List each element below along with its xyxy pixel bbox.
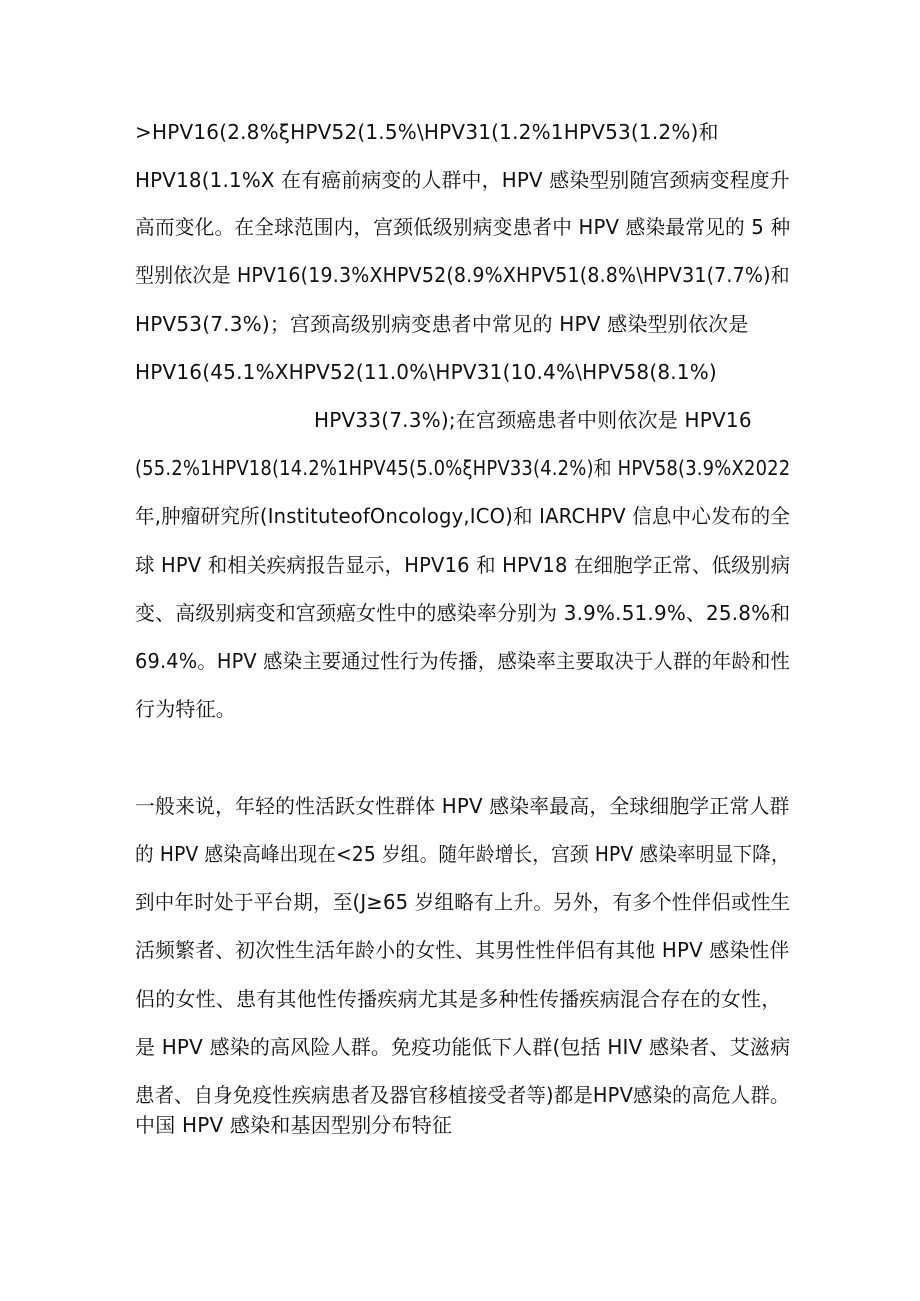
paragraph-2-line-6: 是 HPV 感染的高风险人群。免疫功能低下人群(包括 HIV 感染者、艾滋病 [135,1035,791,1059]
paragraph-1-line-1: >HPV16(2.8%ξHPV52(1.5%\HPV31(1.2%1HPV53(1.2%)和 [135,120,719,144]
paragraph-1-line-9: 年,肿瘤研究所(InstituteofOncology,ICO)和 IARCHPV 信息中心发布的全 [135,504,791,528]
paragraph-1-line-13: 行为特征。 [135,697,236,721]
paragraph-1-line-4: 型别依次是 HPV16(19.3%XHPV52(8.9%XHPV51(8.8%\HPV31(7.7%)和 [135,263,790,287]
paragraph-2-line-7: 患者、自身免疫性疾病患者及器官移植接受者等)都是HPV感染的高危人群。 [135,1083,790,1107]
paragraph-1-line-6: HPV16(45.1%XHPV52(11.0%\HPV31(10.4%\HPV58(8.1%) [135,360,717,384]
paragraph-1-line-11: 变、高级别病变和宫颈癌女性中的感染率分别为 3.9%.51.9%、25.8%和 [135,601,791,625]
paragraph-1-line-10: 球 HPV 和相关疾病报告显示，HPV16 和 HPV18 在细胞学正常、低级别病 [135,553,791,577]
section-heading: 中国 HPV 感染和基因型别分布特征 [135,1113,453,1137]
paragraph-1-line-5: HPV53(7.3%)；宫颈高级别病变患者中常见的 HPV 感染型别依次是 [135,312,749,336]
paragraph-2-line-2: 的 HPV 感染高峰出现在<25 岁组。随年龄增长，宫颈 HPV 感染率明显下降， [135,842,790,866]
paragraph-1-line-2: HPV18(1.1%X 在有癌前病变的人群中，HPV 感染型别随宫颈病变程度升 [135,168,790,192]
paragraph-2-line-5: 侣的女性、患有其他性传播疾病尤其是多种性传播疾病混合存在的女性， [135,987,782,1011]
paragraph-1-line-7: HPV33(7.3%);在宫颈癌患者中则依次是 HPV16 [314,408,752,432]
paragraph-2-line-1: 一般来说，年轻的性活跃女性群体 HPV 感染率最高，全球细胞学正常人群 [135,794,790,818]
paragraph-2-line-4: 活频繁者、初次性生活年龄小的女性、其男性性伴侣有其他 HPV 感染性伴 [135,938,790,962]
paragraph-2-line-3: 到中年时处于平台期，至(J≥65 岁组略有上升。另外，有多个性伴侣或性生 [135,890,791,914]
paragraph-1-line-12: 69.4%。HPV 感染主要通过性行为传播，感染率主要取决于人群的年龄和性 [135,649,791,673]
paragraph-1-line-3: 高而变化。在全球范围内，宫颈低级别病变患者中 HPV 感染最常见的 5 种 [135,215,791,239]
paragraph-1-line-8: (55.2%1HPV18(14.2%1HPV45(5.0%ξHPV33(4.2%)和 HPV58(3.9%X2022 [135,456,791,480]
